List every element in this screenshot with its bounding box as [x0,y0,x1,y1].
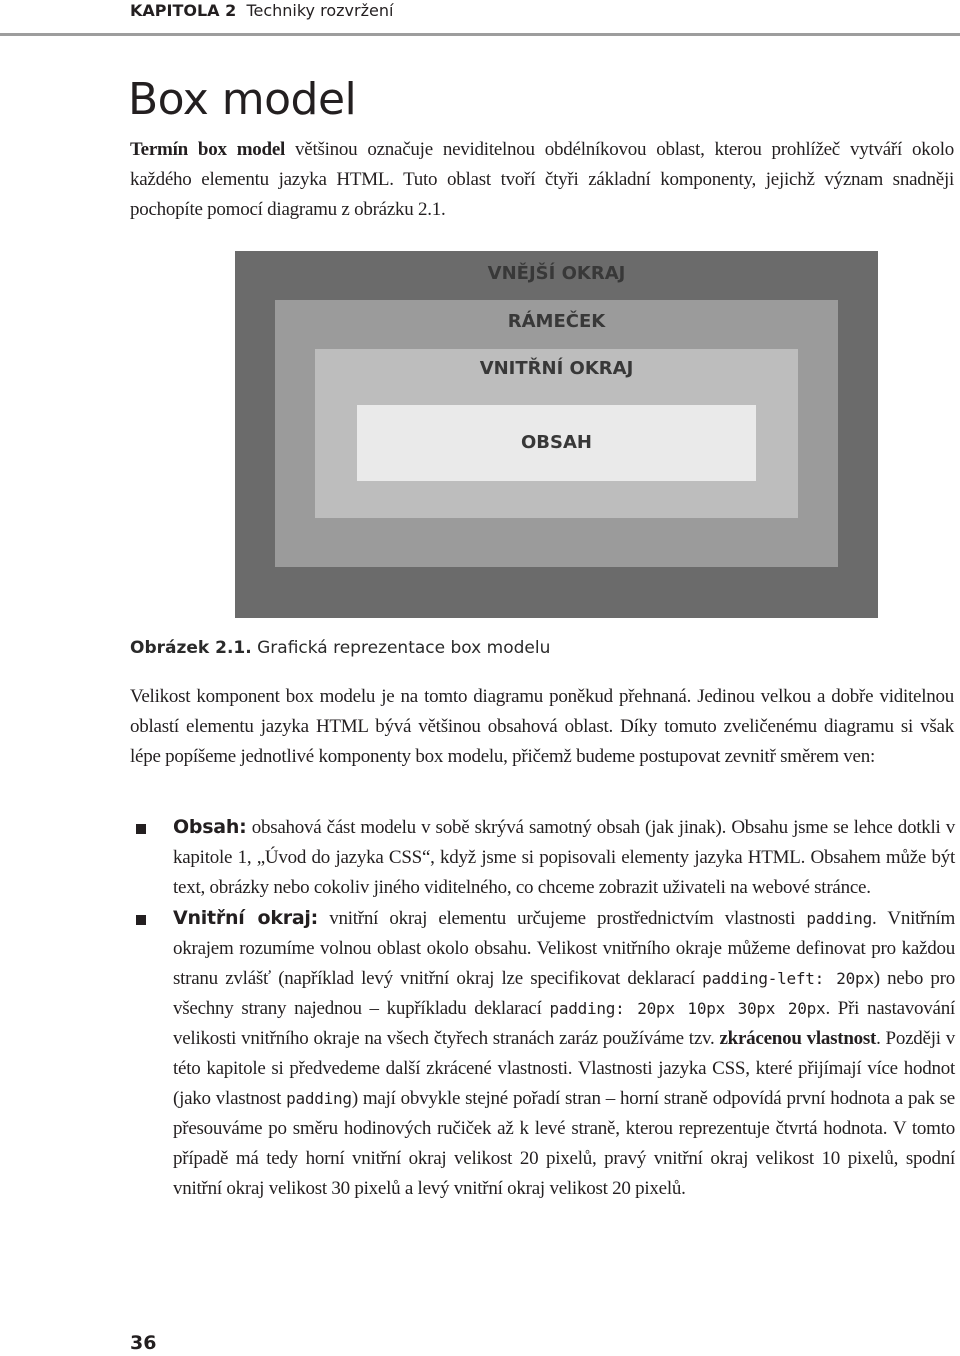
code-padding-shorthand: padding: 20px 10px 30px 20px [549,999,826,1018]
code-padding: padding [286,1089,352,1108]
list-item-padding [130,903,955,1204]
code-padding: padding [806,909,872,928]
border-box [275,300,838,567]
padding-label: VNITŘNÍ OKRAJ [479,358,634,379]
list-item-text: ) nebo pro všechny strany najednou – kupříkladu deklarací [173,968,956,1019]
shorthand-term: zkrácenou vlastnost [719,1028,877,1049]
header-rule [0,33,960,36]
list-item-text: . Později v této kapitole si předvedeme další zkrácené vlastnosti. Vlastnosti jazyka CSS, které přijímají více hodnot (jako vlastnost [173,1028,955,1109]
page-title: Box model [128,74,357,125]
box-model-diagram [235,251,878,618]
border-label: RÁMEČEK [507,311,606,332]
chapter-label: KAPITOLA 2 [130,1,237,20]
list-item-text: . Při nastavování velikosti vnitřního okraje na všech čtyřech stranách zaráz používáme tzv. [173,998,955,1049]
content-label: OBSAH [521,432,592,453]
intro-text: většinou označuje neviditelnou obdélníkovou oblast, kterou prohlížeč vytváří okolo každého elementu jazyka HTML. Tuto oblast tvoří čtyři základní komponenty, jejichž význam snadněji pochopíte pomocí diagramu z obrázku 2.1. [130,139,955,220]
body-paragraph: Velikost komponent box modelu je na tomto diagramu poněkud přehnaná. Jedinou velkou a dobře viditelnou oblastí elementu jazyka HTML bývá většinou obsahová oblast. Díky tomuto zveličenému diagramu si však lépe popíšeme jednotlivé komponenty box modelu, přičemž budeme postupovat zevnitř směrem ven: [130,686,954,767]
margin-label: VNĚJŠÍ OKRAJ [487,263,626,284]
list-item-text: ) mají obvykle stejné pořadí stran – horní straně odpovídá první hodnota a pak se přesouváme po směru hodinových ručiček až k levé straně, kterou reprezentuje čtvrtá hodnota. V tomto případě má tedy horní vnitřní okraj velikost 20 pixelů, pravý vnitřní okraj velikost 10 pixelů, spodní vnitřní okraj velikost 30 pixelů a levý vnitřní okraj velikost 20 pixelů. [173,1088,955,1199]
bullet-square-icon [136,915,146,925]
list-item-term: Obsah: [173,816,247,838]
list-item-text: obsahová část modelu v sobě skrývá samotný obsah (jak jinak). Obsahu jsme se lehce dotkli v kapitole 1, „Úvod do jazyka CSS“, když jsme si popisovali elementy jazyka HTML. Obsahem může být text, obrázky nebo cokoliv jiného viditelného, co chceme zobrazit uživateli na webové stránce. [173,817,955,898]
section-label: Techniky rozvržení [246,1,394,20]
figure-caption [130,636,550,660]
list-item-text: vnitřní okraj elementu určujeme prostřednictvím vlastnosti [318,908,807,929]
content-box [357,405,756,481]
intro-term: Termín box model [130,139,286,160]
bullet-square-icon [136,824,146,834]
code-padding-left: padding-left: 20px [702,969,874,988]
padding-box [315,349,798,518]
list-item-content [130,812,955,903]
component-list [130,812,955,1204]
page-number: 36 [130,1332,157,1354]
caption-label: Obrázek 2.1. [130,638,252,658]
caption-text: Grafická reprezentace box modelu [257,638,551,658]
list-item-term: Vnitřní okraj: [173,907,319,929]
running-header [130,0,393,22]
list-item-text: . Vnitřním okrajem rozumíme volnou oblast okolo obsahu. Velikost vnitřního okraje můžeme definovat pro každou stranu zvlášť (například levý vnitřní okraj lze specifikovat deklarací [173,908,956,989]
intro-paragraph [130,135,954,225]
